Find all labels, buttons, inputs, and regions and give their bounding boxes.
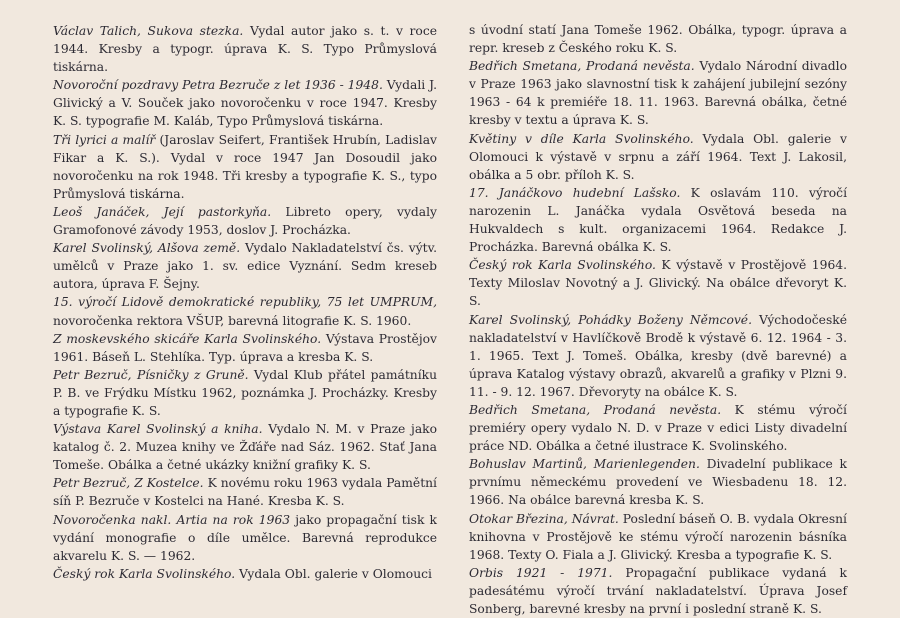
entry-text: s úvodní statí Jana Tomeše 1962. Obálka, typogr. úprava a repr. kreseb z Českého roku K. S.: [469, 23, 847, 56]
entry-title: Bedřich Smetana, Prodaná nevěsta.: [469, 59, 695, 74]
entry-title: Český rok Karla Svolinského.: [53, 566, 236, 581]
bibliography-entry: [53, 474, 437, 510]
entry-text: Vydala Obl. galerie v Olomouci: [235, 566, 432, 581]
entry-text: (Jaroslav Seifert, František Hrubín, Ladislav Fikar a K. S.). Vydal v roce 1947 Jan Dosoudil jako novoročenku na rok 1948. Tři kresby a typografie K. S., typo Průmyslová tiskárna.: [53, 132, 437, 201]
entry-text: Výstava Prostějov 1961. Báseň L. Stehlíka. Typ. úprava a kresba K. S.: [53, 331, 437, 364]
entry-title: Václav Talich, Sukova stezka.: [53, 24, 244, 38]
bibliography-entry: [469, 564, 847, 618]
entry-text: K oslavám 110. výročí narozenin L. Janáčka vydala Osvětová beseda na Hukvaldech s kult. organizacemi 1964. Redakce J. Procházka. Barevná obálka K. S.: [469, 185, 847, 255]
entry-text: Vydal Klub přátel památníku P. B. ve Frýdku Místku 1962, poznámka J. Procházky. Kresby a typografie K. S.: [53, 367, 437, 418]
entry-text: Vydali J. Glivický a V. Souček jako novoročenku v roce 1947. Kresby K. S. typografie M. Kaláb, Typo Průmyslová tiskárna.: [53, 78, 437, 129]
entry-text: Poslední báseň O. B. vydala Okresní knihovna v Prostějově ke stému výročí narozenin básníka 1968. Texty O. Fiala a J. Glivický. Kresba a typografie K. S.: [469, 511, 847, 562]
entry-title: Karel Svolinský, Pohádky Boženy Němcové.: [469, 312, 752, 327]
bibliography-entry: [53, 239, 437, 293]
left-column: [53, 22, 437, 583]
bibliography-entry: [469, 510, 847, 564]
entry-title: Český rok Karla Svolinského.: [469, 258, 656, 273]
entry-text: Vydalo Nakladatelství čs. výtv. umělců v Praze jako 1. sv. edice Vyznání. Sedm kreseb autora, úprava F. Šejny.: [53, 241, 437, 292]
entry-text: Propagační publikace vydaná k padesátému výročí trvání nakladatelství. Úprava Josef Sonberg, barevné kresby na první i poslední straně K. S.: [469, 565, 847, 616]
entry-text: Libreto opery, vydaly Gramofonové závody 1953, doslov J. Procházka.: [53, 204, 437, 238]
bibliography-entry: [53, 203, 437, 239]
bibliography-entry: [53, 511, 437, 565]
bibliography-entry: [469, 21, 847, 57]
bibliography-entry: [53, 330, 437, 366]
entry-title: Otokar Březina, Návrat.: [469, 511, 619, 526]
entry-text: K novému roku 1963 vydala Pamětní síň P. Bezruče v Kostelci na Hané. Kresba K. S.: [53, 476, 437, 509]
bibliography-entry: [53, 131, 437, 203]
bibliography-entry: [53, 565, 437, 583]
bibliography-entry: [469, 455, 847, 509]
entry-title: Karel Svolinský, Alšova země.: [53, 241, 241, 256]
entry-title: Petr Bezruč, Písničky z Gruně.: [53, 367, 249, 382]
entry-text: Vydal autor jako s. t. v roce 1944. Kresby a typogr. úprava K. S. Typo Průmyslová tiskárna.: [53, 24, 437, 75]
entry-text: Divadelní publikace k prvnímu německému provedení ve Wiesbadenu 18. 12. 1966. Na obálce barevná kresba K. S.: [469, 457, 847, 508]
bibliography-entry: [53, 76, 437, 130]
bibliography-entry: [469, 184, 847, 256]
entry-text: Vydala Obl. galerie v Olomouci k výstavě v srpnu a září 1964. Text J. Lakosil, obálka a 5 obr. příloh K. S.: [469, 131, 847, 182]
bibliography-entry: [469, 311, 847, 401]
entry-title: Výstava Karel Svolinský a kniha.: [53, 422, 263, 437]
entry-title: Novoročenka nakl. Artia na rok 1963: [53, 512, 291, 527]
entry-text: jako propagační tisk k vydání monografie o díle umělce. Barevná reprodukce akvarelu K. S. — 1962.: [53, 512, 437, 563]
bibliography-entry: [53, 420, 437, 474]
entry-text: K stému výročí premiéry opery vydalo N. D. v Praze v edici Listy divadelní práce ND. Obálka a četné ilustrace K. Svolinského.: [469, 402, 847, 454]
entry-text: K výstavě v Prostějově 1964. Texty Miloslav Novotný a J. Glivický. Na obálce dřevoryt K. S.: [469, 258, 847, 309]
entry-text: Vydalo Národní divadlo v Praze 1963 jako slavnostní tisk k zahájení jubilejní sezóny 1963 - 64 k premiéře 18. 11. 1963. Barevná obálka, četné kresby v textu a úprava K. S.: [469, 59, 848, 128]
entry-title: Květiny v díle Karla Svolinského.: [469, 131, 694, 146]
entry-title: Tři lyrici a malíř: [53, 132, 156, 147]
right-column: [469, 21, 847, 618]
entry-title: Orbis 1921 - 1971.: [469, 565, 613, 580]
entry-text: Východočeské nakladatelství v Havlíčkově Brodě k výstavě 6. 12. 1964 - 3. 1. 1965. Text J. Tomeš. Obálka, kresby (dvě barevné) a úprava Katalog výstavy obrazů, akvarelů a grafiky v Plzni 9. 11. - 9. 12. 1967. Dřevoryty na obálce K. S.: [469, 312, 847, 399]
entry-title: Z moskevského skicáře Karla Svolinského.: [53, 331, 322, 346]
bibliography-entry: [53, 366, 437, 420]
entry-title: 15. výročí Lidově demokratické republiky, 75 let UMPRUM,: [53, 295, 437, 310]
bibliography-entry: [469, 130, 847, 184]
entry-text: novoročenka rektora VŠUP, barevná litografie K. S. 1960.: [53, 313, 412, 328]
entry-title: Novoroční pozdravy Petra Bezruče z let 1936 - 1948.: [53, 78, 383, 93]
entry-text: Vydalo N. M. v Praze jako katalog č. 2. Muzea knihy ve Žďáře nad Sáz. 1962. Stať Jana Tomeše. Obálka a četné ukázky knižní grafiky K. S.: [53, 422, 438, 473]
bibliography-entry: [469, 401, 847, 455]
entry-title: Leoš Janáček, Její pastorkyňa.: [53, 204, 272, 219]
bibliography-entry: [469, 256, 847, 310]
entry-title: 17. Janáčkovo hudební Lašsko.: [469, 185, 681, 200]
entry-title: Bedřich Smetana, Prodaná nevěsta.: [469, 402, 722, 417]
bibliography-entry: [469, 57, 847, 129]
bibliography-entry: [53, 293, 437, 329]
bibliography-entry: [53, 22, 437, 76]
entry-title: Bohuslav Martinů, Marienlegenden.: [469, 457, 700, 472]
entry-title: Petr Bezruč, Z Kostelce.: [53, 476, 204, 491]
